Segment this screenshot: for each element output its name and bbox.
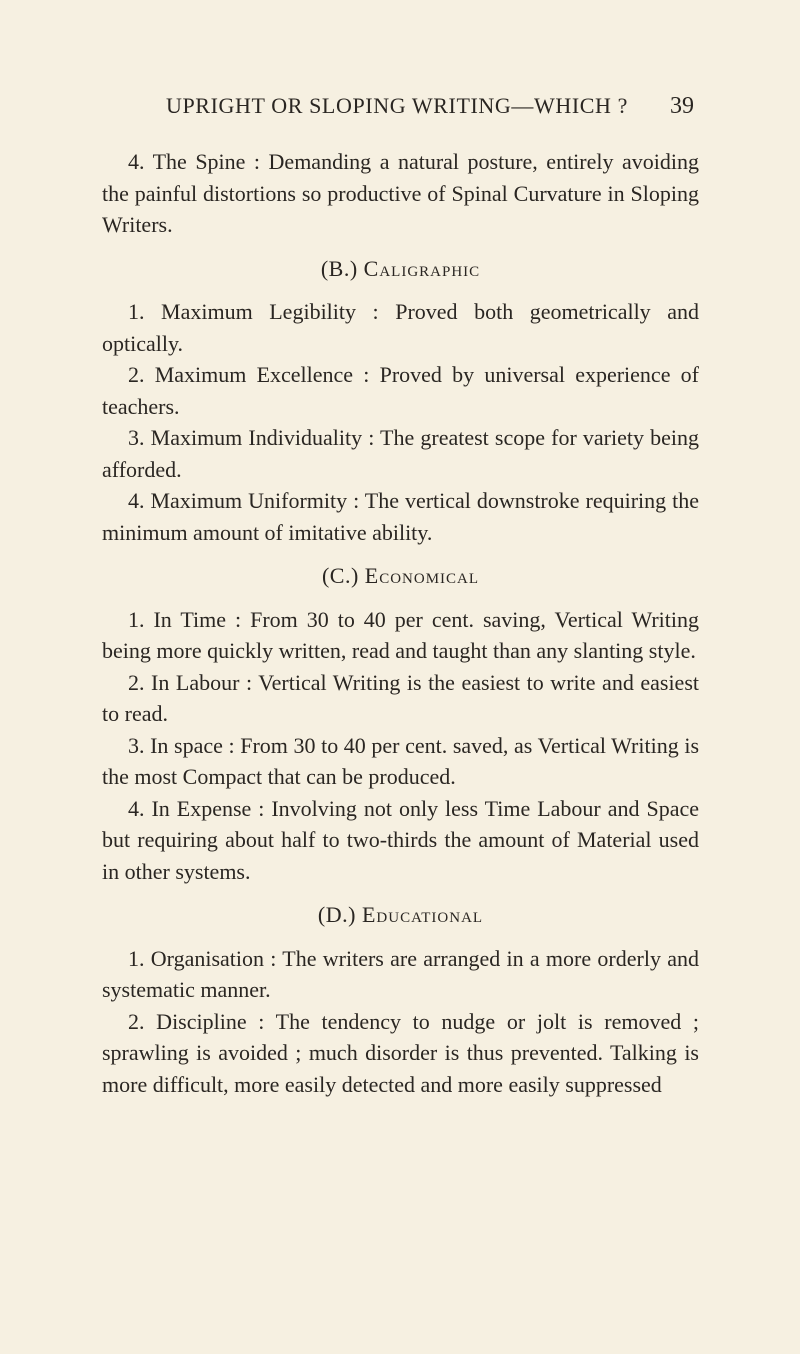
section-heading-educational	[102, 899, 699, 931]
list-item: 3. In space : From 30 to 40 per cent. saved, as Vertical Writing is the most Compact that can be produced.	[102, 732, 699, 789]
list-item: 2. Maximum Excellence : Proved by universal experience of teachers.	[102, 362, 699, 419]
list-item: 4. In Expense : Involving not only less Time Labour and Space but requiring about half to two-thirds the amount of Material used in other systems.	[102, 795, 699, 884]
running-head	[146, 93, 694, 125]
section-heading-caligraphic	[102, 253, 699, 285]
list-item: 3. Maximum Individuality : The greatest scope for variety being afforded.	[102, 425, 699, 482]
section-heading-economical	[102, 560, 699, 592]
list-item: 1. Maximum Legibility : Proved both geometrically and optically.	[102, 299, 699, 356]
section-title: Caligraphic	[363, 255, 481, 281]
page-number: 39	[670, 93, 694, 119]
section-label: (C.)	[321, 563, 359, 588]
list-item: 4. Maximum Uniformity : The vertical downstroke requiring the minimum amount of imitative ability.	[102, 488, 699, 545]
section-title: Educational	[361, 902, 484, 927]
list-item: 2. Discipline : The tendency to nudge or jolt is removed ; sprawling is avoided ; much disorder is thus prevented. Talking is more difficult, more easily detected and more easily suppressed	[102, 1008, 699, 1097]
list-item: 1. Organisation : The writers are arranged in a more orderly and systematic manner.	[102, 945, 699, 1002]
paragraph-spine: 4. The Spine : Demanding a natural posture, entirely avoiding the painful distortions so productive of Spinal Curvature in Sloping Writers.	[102, 149, 699, 237]
running-title: UPRIGHT OR SLOPING WRITING—WHICH ?	[165, 93, 628, 118]
section-label: (D.)	[317, 902, 356, 927]
section-title: Economical	[364, 563, 480, 588]
body-text	[102, 146, 699, 1100]
list-item: 1. In Time : From 30 to 40 per cent. saving, Vertical Writing being more quickly written, read and taught than any slanting style.	[102, 606, 699, 663]
section-label: (B.)	[320, 255, 358, 281]
list-item: 2. In Labour : Vertical Writing is the easiest to write and easiest to read.	[102, 669, 699, 726]
